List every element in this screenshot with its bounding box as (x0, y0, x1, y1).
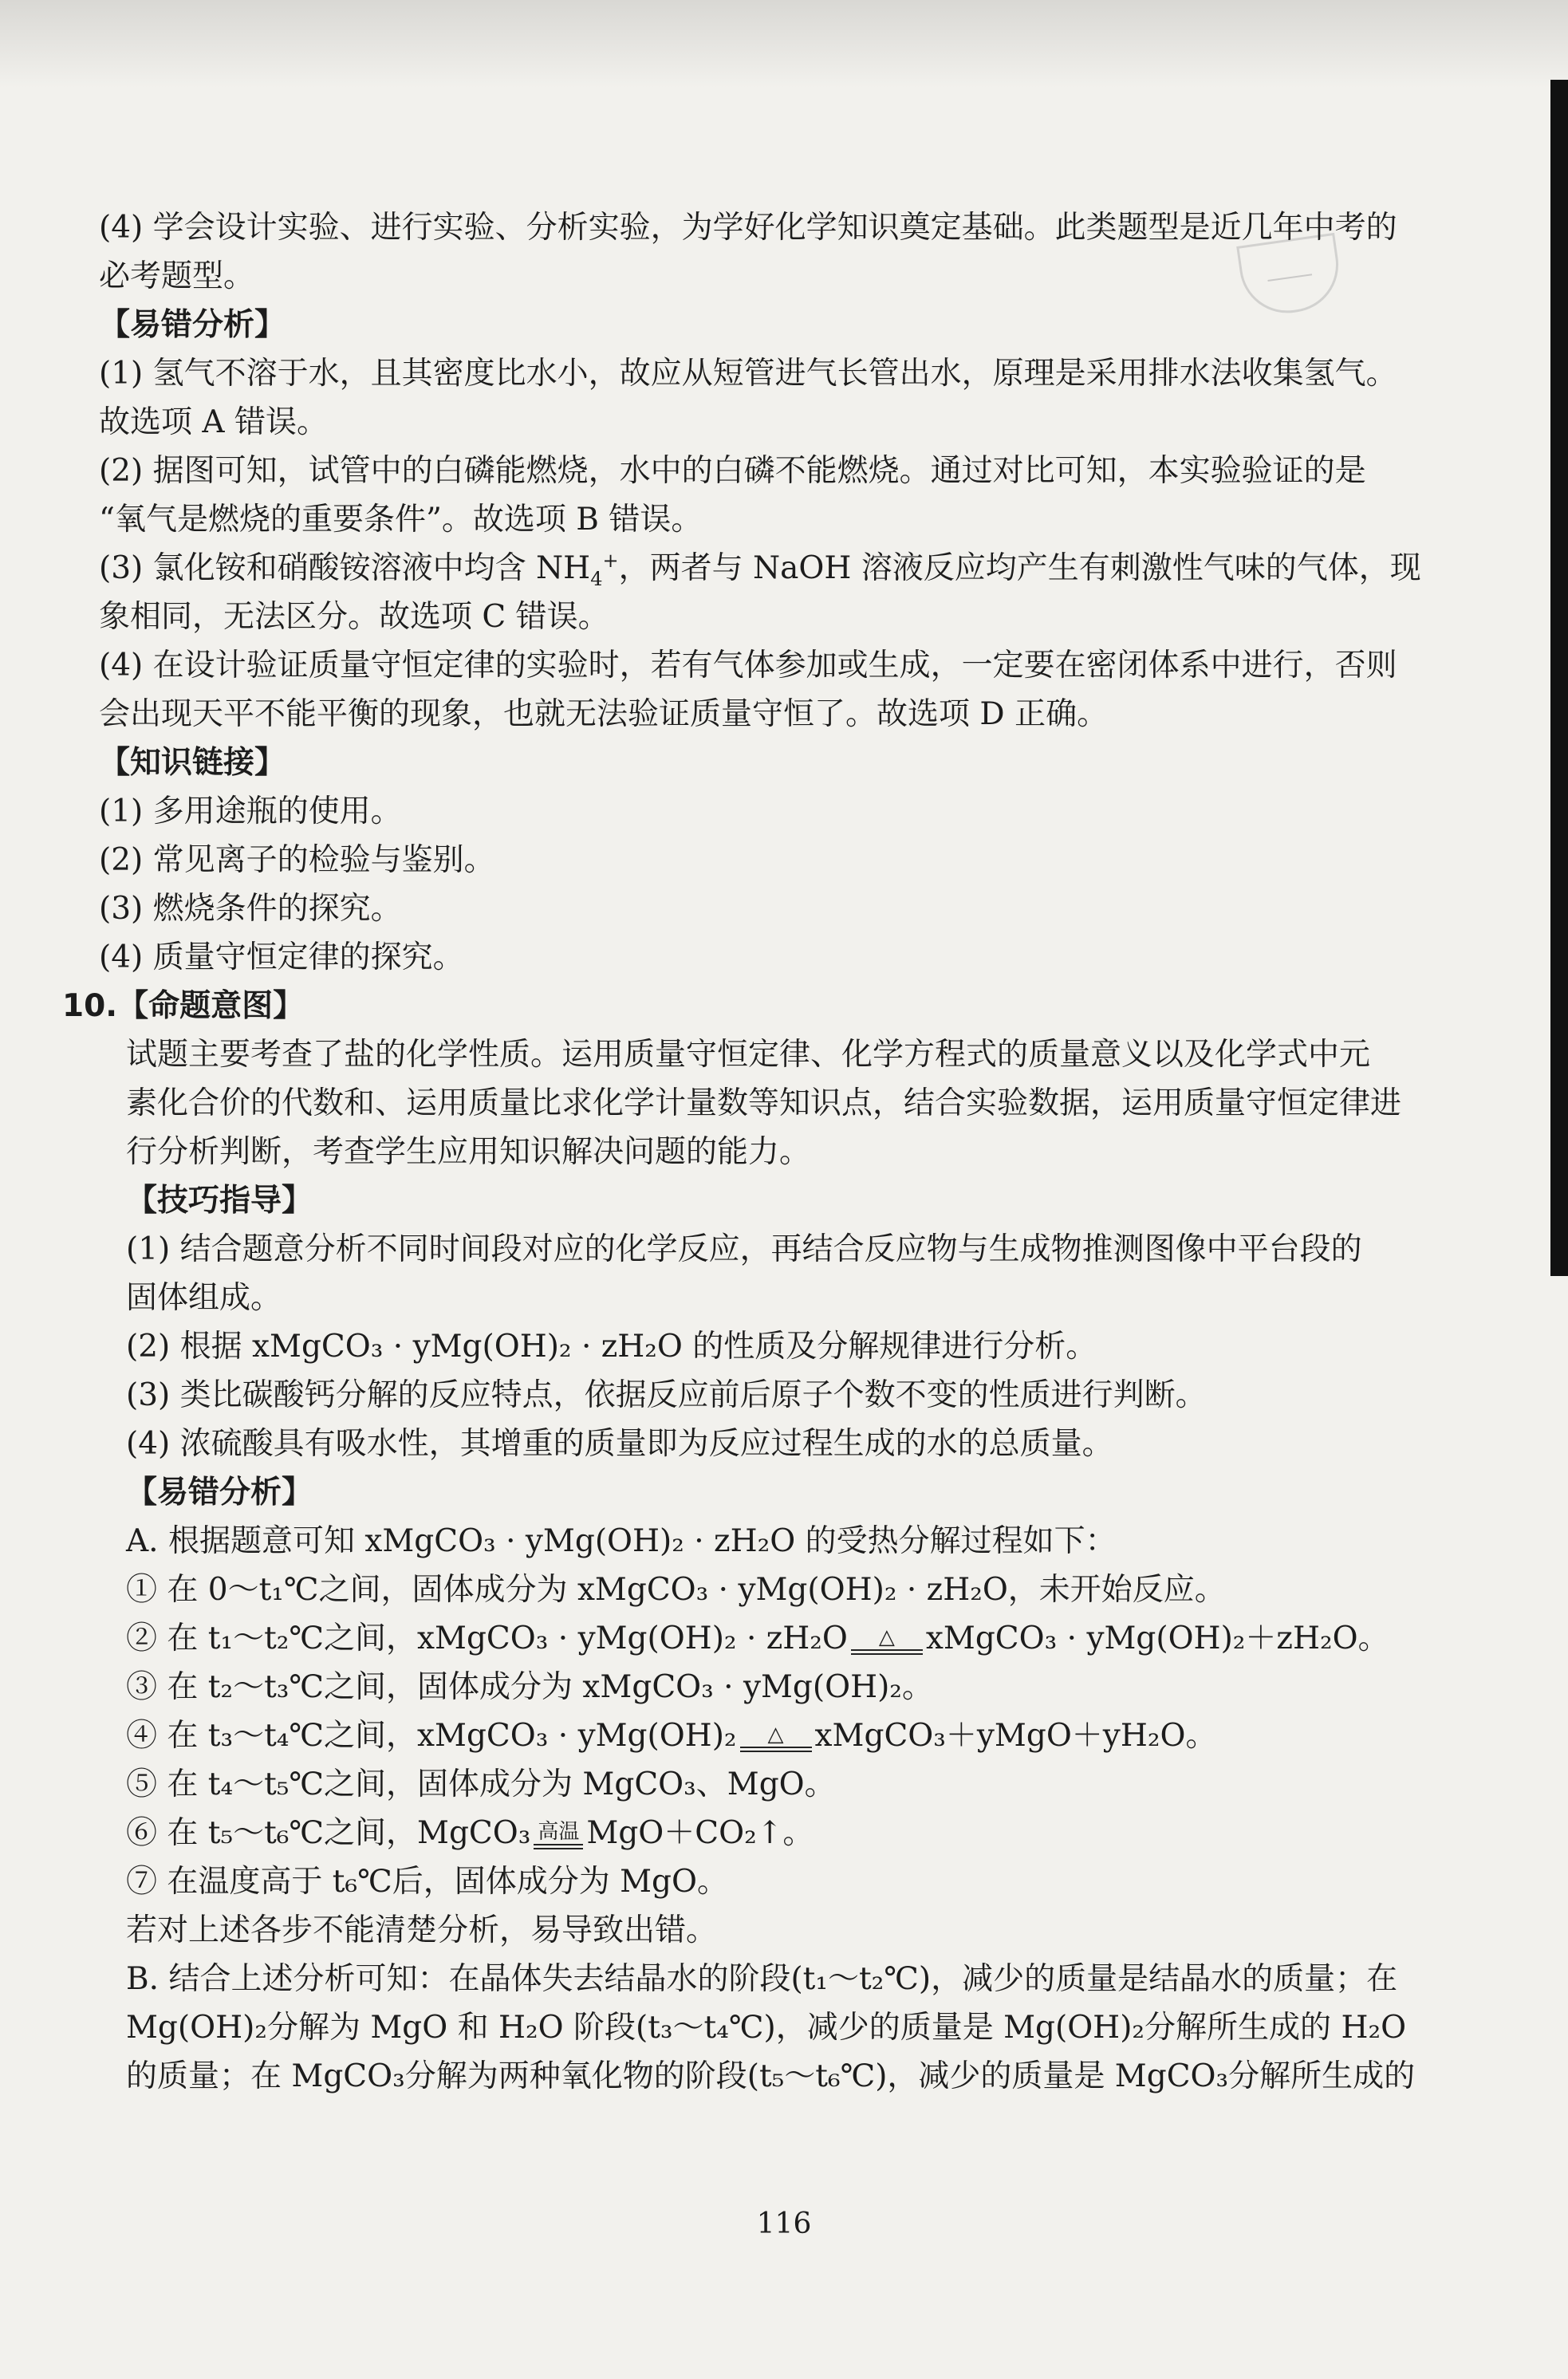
reaction-arrow: △ (740, 1724, 812, 1752)
text-line: (2) 据图可知，试管中的白磷能燃烧，水中的白磷不能燃烧。通过对比可知，本实验验证的是 (99, 453, 1366, 489)
question-number: 10. (62, 988, 118, 1024)
text-line: (1) 多用途瓶的使用。 (99, 794, 402, 829)
text-line: “氧气是燃烧的重要条件”。故选项 B 错误。 (99, 502, 703, 538)
page-edge-shadow (1550, 80, 1568, 1276)
text-line: ① 在 0～t₁℃之间，固体成分为 xMgCO₃ · yMg(OH)₂ · zH₂O，未开始反应。 (126, 1572, 1226, 1608)
scan-top-shadow (0, 0, 1568, 88)
text-line: B. 结合上述分析可知：在晶体失去结晶水的阶段(t₁～t₂℃)，减少的质量是结晶水的质量；在 (126, 1961, 1398, 1997)
text-line: (1) 结合题意分析不同时间段对应的化学反应，再结合反应物与生成物推测图像中平台段的 (126, 1231, 1362, 1267)
text-line: 若对上述各步不能清楚分析，易导致出错。 (126, 1912, 718, 1948)
text-line: (2) 常见离子的检验与鉴别。 (99, 842, 495, 878)
section-heading: 【知识链接】 (99, 745, 286, 781)
text-line: 固体组成。 (126, 1280, 282, 1316)
text-line: ⑤ 在 t₄～t₅℃之间，固体成分为 MgCO₃、MgO。 (126, 1767, 836, 1802)
page-content (62, 203, 1455, 2101)
text-line: 象相同，无法区分。故选项 C 错误。 (99, 599, 609, 635)
text-line: (2) 根据 xMgCO₃ · yMg(OH)₂ · zH₂O 的性质及分解规律进行分析。 (126, 1329, 1097, 1365)
text-line: (3) 燃烧条件的探究。 (99, 891, 402, 927)
page-number: 116 (756, 2208, 812, 2240)
section-heading: 【技巧指导】 (126, 1183, 313, 1219)
text-line: 试题主要考查了盐的化学性质。运用质量守恒定律、化学方程式的质量意义以及化学式中元 (126, 1037, 1371, 1073)
text-line: (4) 浓硫酸具有吸水性，其增重的质量即为反应过程生成的水的总质量。 (126, 1426, 1113, 1462)
section-heading: 【易错分析】 (126, 1475, 313, 1511)
section-heading: 【命题意图】 (117, 988, 305, 1024)
text-line: (1) 氢气不溶于水，且其密度比水小，故应从短管进气长管出水，原理是采用排水法收集氢气。 (99, 356, 1397, 392)
equation-line: ④ 在 t₃～t₄℃之间，xMgCO₃ · yMg(OH)₂ △ xMgCO₃＋yMgO＋yH₂O。 (126, 1718, 1217, 1754)
text-line: ③ 在 t₂～t₃℃之间，固体成分为 xMgCO₃ · yMg(OH)₂。 (126, 1669, 933, 1705)
text-line: (4) 质量守恒定律的探究。 (99, 939, 464, 975)
reaction-arrow: 高温 (534, 1822, 583, 1849)
text-line: 行分析判断，考查学生应用知识解决问题的能力。 (126, 1134, 811, 1170)
text-line: (3) 类比碳酸钙分解的反应特点，依据反应前后原子个数不变的性质进行判断。 (126, 1377, 1207, 1413)
answer-section-9-cont (99, 593, 1455, 982)
reaction-arrow: △ (851, 1627, 923, 1655)
answer-section-10 (99, 1030, 1455, 1614)
answer-section-9 (99, 203, 1455, 544)
text-line: 故选项 A 错误。 (99, 404, 328, 440)
equation-line: ② 在 t₁～t₂℃之间，xMgCO₃ · yMg(OH)₂ · zH₂O △ xMgCO₃ · yMg(OH)₂＋zH₂O。 (126, 1621, 1389, 1656)
text-line: (4) 在设计验证质量守恒定律的实验时，若有气体参加或生成，一定要在密闭体系中进行，否则 (99, 648, 1397, 683)
section-heading: 【易错分析】 (99, 307, 286, 343)
question-10-heading (62, 982, 1455, 1030)
text-line: (3) 氯化铵和硝酸铵溶液中均含 $NH_4^+$，两者与 NaOH 溶液反应均产生有刺激性气味的气体，现 (99, 549, 1421, 590)
text-line: 必考题型。 (99, 258, 255, 294)
text-line: 的质量；在 MgCO₃分解为两种氧化物的阶段(t₅～t₆℃)，减少的质量是 MgCO₃分解所生成的 (126, 2058, 1416, 2094)
text-line: Mg(OH)₂分解为 MgO 和 H₂O 阶段(t₃～t₄℃)，减少的质量是 Mg(OH)₂分解所生成的 H₂O (126, 2010, 1407, 2046)
text-line: 素化合价的代数和、运用质量比求化学计量数等知识点，结合实验数据，运用质量守恒定律进 (126, 1085, 1402, 1121)
text-line: A. 根据题意可知 xMgCO₃ · yMg(OH)₂ · zH₂O 的受热分解过程如下： (126, 1523, 1117, 1559)
answer-section-10-cont (99, 1857, 1455, 2101)
text-line: 会出现天平不能平衡的现象，也就无法验证质量守恒了。故选项 D 正确。 (99, 696, 1109, 732)
equation-line: ⑥ 在 t₅～t₆℃之间，MgCO₃ 高温 MgO＋CO₂↑。 (126, 1815, 814, 1851)
text-line: ⑦ 在温度高于 t₆℃后，固体成分为 MgO。 (126, 1864, 728, 1900)
text-line: (4) 学会设计实验、进行实验、分析实验，为学好化学知识奠定基础。此类题型是近几年中考的 (99, 210, 1397, 246)
